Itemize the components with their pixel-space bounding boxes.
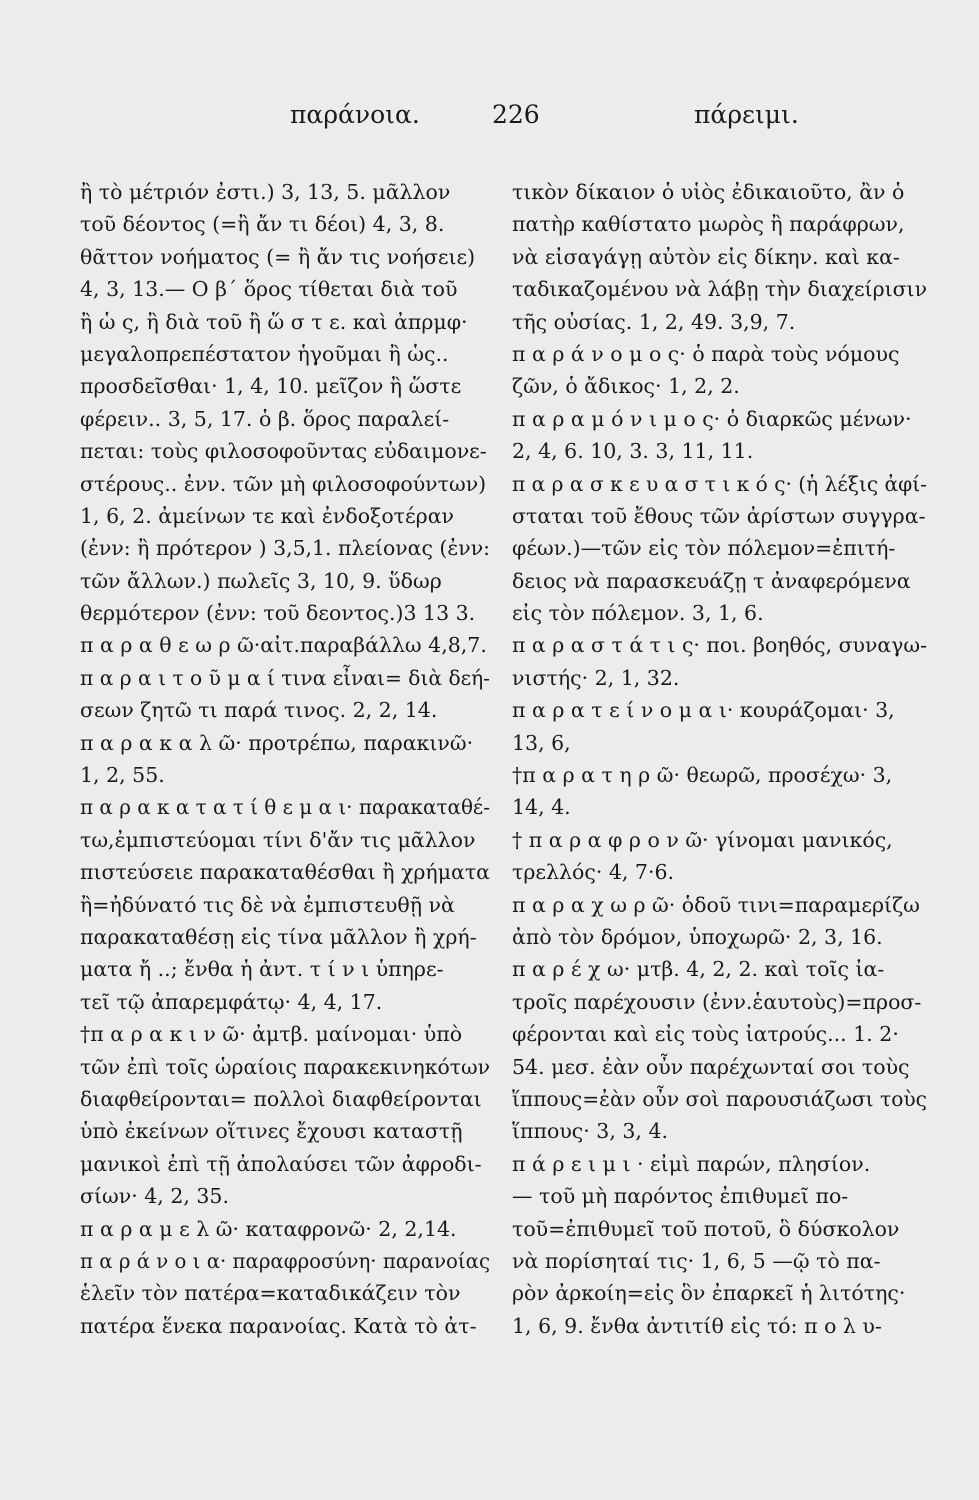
left-column-line: φέρειν.. 3, 5, 17. ὁ β. ὅρος παραλεί-	[80, 406, 450, 431]
right-column-line: π α ρ α σ κ ε υ α σ τ ι κ ό ς· (ἡ λέξις ἀφί-	[512, 471, 927, 496]
left-column-line: τῶν ἐπὶ τοῖς ὡραίοις παρακεκινηκότων	[80, 1054, 491, 1079]
left-column-line: ὑπὸ ἐκείνων οἵτινες ἔχουσι καταστῇ	[80, 1119, 463, 1144]
left-column-line: παρακαταθέσῃ εἰς τίνα μᾶλλον ἢ χρή-	[80, 924, 477, 949]
right-column-line: τοῦ=ἐπιθυμεῖ τοῦ ποτοῦ, ὃ δύσκολον	[512, 1216, 900, 1241]
right-column-line: ρὸν ἀρκοίη=εἰς ὃν ἐπαρκεῖ ἡ λιτότης·	[512, 1281, 906, 1306]
left-column-line: π α ρ α θ ε ω ρ ῶ·αἰτ.παραβάλλω 4,8,7.	[80, 633, 487, 658]
left-column-line: θᾶττον νοήματος (= ἢ ἄν τις νοήσειε)	[80, 244, 476, 269]
left-column-line: τῶν ἄλλων.) πωλεῖς 3, 10, 9. ὕδωρ	[80, 568, 442, 593]
left-column-line: στέρους.. ἐνν. τῶν μὴ φιλοσοφούντων)	[80, 471, 487, 496]
left-column-line: τεῖ τῷ ἀπαρεμφάτῳ· 4, 4, 17.	[80, 989, 383, 1014]
right-column-line: φέρονται καὶ εἰς τοὺς ἰατρούς... 1. 2·	[512, 1022, 899, 1047]
running-header	[0, 100, 979, 140]
left-column-line: πεται: τοὺς φιλοσοφοῦντας εὐδαιμονε-	[80, 439, 487, 464]
right-column	[512, 176, 927, 1342]
right-column-line: νὰ πορίσηταί τις· 1, 6, 5 —ῷ τὸ πα-	[512, 1248, 881, 1273]
left-column-line: π α ρ α ι τ ο ῦ μ α ί τινα εἶναι= διὰ δεή-	[80, 665, 491, 690]
left-column-line: 4, 3, 13.— Ο β΄ ὅρος τίθεται διὰ τοῦ	[80, 277, 458, 302]
right-column-line: † π α ρ α φ ρ ο ν ῶ· γίνομαι μανικός,	[512, 827, 893, 852]
right-column-line: ταδικαζομένου νὰ λάβῃ τὴν διαχείρισιν	[512, 277, 927, 302]
right-column-line: π α ρ α σ τ ά τ ι ς· ποι. βοηθός, συναγω-	[512, 633, 927, 658]
right-column-line: ἀπὸ τὸν δρόμον, ὑποχωρῶ· 2, 3, 16.	[512, 924, 883, 949]
left-column-line: προσδεῖσθαι· 1, 4, 10. μεῖζον ἢ ὥστε	[80, 374, 462, 399]
left-column-line: μεγαλοπρεπέστατον ἡγοῦμαι ἢ ὡς..	[80, 341, 449, 366]
left-column-line: θερμότερον (ἐνν: τοῦ δεοντος.)3 13 3.	[80, 601, 476, 626]
left-column	[80, 176, 490, 1342]
right-column-line: π α ρ α μ ό ν ι μ ο ς· ὁ διαρκῶς μένων·	[512, 406, 912, 431]
right-column-line: π α ρ έ χ ω· μτβ. 4, 2, 2. καὶ τοῖς ἰα-	[512, 957, 885, 982]
left-column-line: π α ρ ά ν ο ι α· παραφροσύνη· παρανοίας	[80, 1248, 491, 1273]
left-column-line: τοῦ δέοντος (=ἢ ἄν τι δέοι) 4, 3, 8.	[80, 212, 445, 237]
right-column-line: σταται τοῦ ἔθους τῶν ἀρίστων συγγρα-	[512, 503, 926, 528]
right-column-line: ἵππους=ἐὰν οὖν σοὶ παρουσιάζωσι τοὺς	[512, 1086, 927, 1111]
left-column-line: †π α ρ α κ ι ν ῶ· ἀμτβ. μαίνομαι· ὑπὸ	[80, 1022, 463, 1047]
left-column-line: π α ρ α κ α τ α τ ί θ ε μ α ι· παρακαταθέ-	[80, 795, 491, 820]
left-running-headword: παράνοια.	[290, 100, 420, 129]
right-column-line: 14, 4.	[512, 795, 571, 820]
right-column-line: 2, 4, 6. 10, 3. 3, 11, 11.	[512, 439, 754, 464]
right-column-line: π α ρ α τ ε ί ν ο μ α ι· κουράζομαι· 3,	[512, 698, 895, 723]
left-column-line: ματα ἤ ..; ἔνθα ἡ ἀντ. τ ί ν ι ὑπηρε-	[80, 957, 444, 982]
left-column-line: πιστεύσειε παρακαταθέσθαι ἢ χρήματα	[80, 860, 491, 885]
left-column-line: σίων· 4, 2, 35.	[80, 1184, 229, 1209]
left-column-line: μανικοὶ ἐπὶ τῇ ἀπολαύσει τῶν ἀφροδι-	[80, 1151, 482, 1176]
left-column-line: 1, 6, 2. ἀμείνων τε καὶ ἐνδοξοτέραν	[80, 503, 454, 528]
right-column-line: τῆς οὐσίας. 1, 2, 49. 3,9, 7.	[512, 309, 796, 334]
right-column-line: δειος νὰ παρασκευάζῃ τ ἀναφερόμενα	[512, 568, 911, 593]
right-column-line: τικὸν δίκαιον ὁ υἱὸς ἐδικαιοῦτο, ἂν ὁ	[512, 180, 905, 204]
left-column-line: ἢ ὡ ς, ἢ διὰ τοῦ ἢ ὥ σ τ ε. καὶ ἀπρμφ·	[80, 309, 468, 334]
left-column-line: ἢ τὸ μέτριόν ἐστι.) 3, 13, 5. μᾶλλον	[80, 180, 451, 204]
right-column-line: εἰς τὸν πόλεμον. 3, 1, 6.	[512, 601, 764, 626]
left-column-line: διαφθείρονται= πολλοὶ διαφθείρονται	[80, 1086, 482, 1111]
right-column-line: π ά ρ ε ι μ ι · εἰμὶ παρών, πλησίον.	[512, 1151, 871, 1176]
right-column-line: τροῖς παρέχουσιν (ἐνν.ἑαυτοὺς)=προσ-	[512, 989, 922, 1014]
left-column-line: π α ρ α κ α λ ῶ· προτρέπω, παρακινῶ·	[80, 730, 474, 755]
left-column-line: ἑλεῖν τὸν πατέρα=καταδικάζειν τὸν	[80, 1281, 461, 1306]
page-number: 226	[492, 100, 540, 129]
right-column-line: — τοῦ μὴ παρόντος ἐπιθυμεῖ πο-	[512, 1184, 849, 1209]
right-column-line: ζῶν, ὁ ἄδικος· 1, 2, 2.	[512, 374, 740, 399]
left-column-line: 1, 2, 55.	[80, 763, 165, 788]
right-column-line: ἵππους· 3, 3, 4.	[512, 1119, 669, 1144]
right-column-line: 1, 6, 9. ἔνθα ἀντιτίθ εἰς τό: π ο λ υ-	[512, 1313, 882, 1338]
right-column-line: νὰ εἰσαγάγῃ αὐτὸν εἰς δίκην. καὶ κα-	[512, 244, 900, 269]
right-column-line: φέων.)—τῶν εἰς τὸν πόλεμον=ἐπιτή-	[512, 536, 896, 561]
right-running-headword: πάρειμι.	[694, 100, 799, 129]
right-column-line: π α ρ α χ ω ρ ῶ· ὁδοῦ τινι=παραμερίζω	[512, 892, 920, 917]
right-column-line: 13, 6,	[512, 730, 571, 755]
left-column-line: σεων ζητῶ τι παρά τινος. 2, 2, 14.	[80, 698, 438, 723]
left-column-line: πατέρα ἕνεκα παρανοίας. Κατὰ τὸ ἀτ-	[80, 1313, 477, 1338]
left-column-line: (ἐνν: ἢ πρότερον ) 3,5,1. πλείονας (ἐνν:	[80, 536, 491, 561]
right-column-line: τρελλός· 4, 7·6.	[512, 860, 675, 885]
right-column-line: πατὴρ καθίστατο μωρὸς ἢ παράφρων,	[512, 212, 905, 237]
right-column-line: π α ρ ά ν ο μ ο ς· ὁ παρὰ τοὺς νόμους	[512, 341, 900, 366]
left-column-line: π α ρ α μ ε λ ῶ· καταφρονῶ· 2, 2,14.	[80, 1216, 457, 1241]
left-column-line: τω,ἐμπιστεύομαι τίνι δ'ἄν τις μᾶλλον	[80, 827, 476, 852]
right-column-line: †π α ρ α τ η ρ ῶ· θεωρῶ, προσέχω· 3,	[512, 763, 893, 788]
right-column-line: νιστής· 2, 1, 32.	[512, 665, 680, 690]
left-column-line: ἢ=ἠδύνατό τις δὲ νὰ ἐμπιστευθῇ νὰ	[80, 892, 455, 917]
right-column-line: 54. μεσ. ἐὰν οὖν παρέχωνταί σοι τοὺς	[512, 1054, 910, 1079]
